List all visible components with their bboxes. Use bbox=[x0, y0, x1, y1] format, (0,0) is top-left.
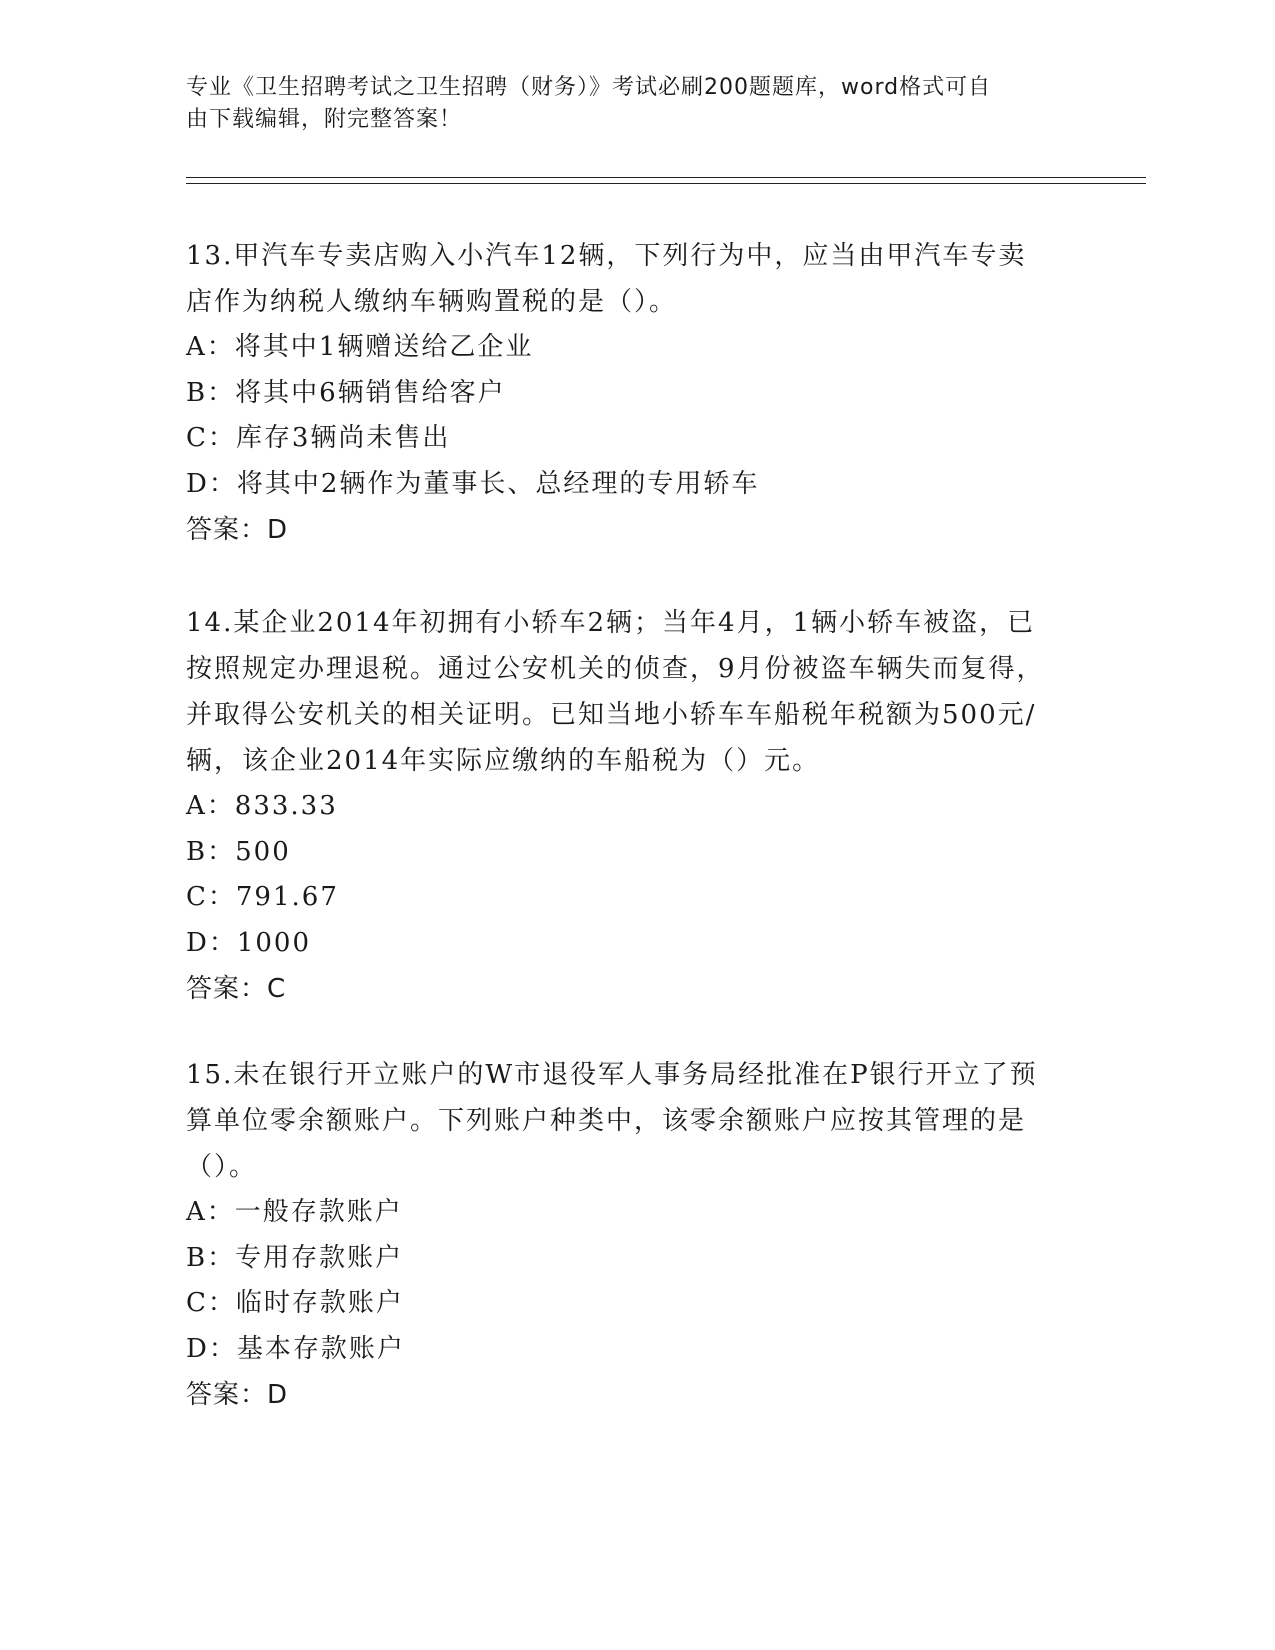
option-d: D：1000 bbox=[186, 927, 312, 958]
header-divider-top bbox=[186, 177, 1146, 178]
answer-line: 答案：C bbox=[186, 974, 287, 1004]
option-d: D：将其中2辆作为董事长、总经理的专用轿车 bbox=[186, 468, 760, 499]
header-line-1: 专业《卫生招聘考试之卫生招聘（财务）》考试必刷200题题库，word格式可自 bbox=[186, 75, 992, 100]
option-d: D：基本存款账户 bbox=[186, 1333, 405, 1364]
question-15 bbox=[186, 1052, 1086, 1418]
stem-line: 辆，该企业2014年实际应缴纳的车船税为（）元。 bbox=[186, 746, 821, 776]
option-b: B：500 bbox=[186, 836, 291, 867]
option-b: B：专用存款账户 bbox=[186, 1242, 404, 1273]
stem-line: 13.甲汽车专卖店购入小汽车12辆，下列行为中，应当由甲汽车专卖 bbox=[186, 241, 1027, 271]
question-stem bbox=[186, 600, 1086, 784]
question-stem bbox=[186, 233, 1086, 325]
stem-line: 并取得公安机关的相关证明。已知当地小轿车车船税年税额为500元/ bbox=[186, 700, 1037, 730]
header-divider-bottom bbox=[186, 183, 1146, 184]
question-13 bbox=[186, 233, 1086, 553]
answer-line: 答案：D bbox=[186, 515, 289, 545]
option-a: A：一般存款账户 bbox=[186, 1197, 403, 1227]
document-header bbox=[186, 72, 1066, 136]
question-14 bbox=[186, 600, 1086, 1012]
answer-line: 答案：D bbox=[186, 1380, 289, 1410]
stem-line: 14.某企业2014年初拥有小轿车2辆；当年4月，1辆小轿车被盗，已 bbox=[186, 608, 1036, 638]
option-a: A：将其中1辆赠送给乙企业 bbox=[186, 332, 534, 362]
option-a: A：833.33 bbox=[186, 791, 338, 821]
header-line-2: 由下载编辑，附完整答案！ bbox=[186, 107, 463, 132]
option-c: C：库存3辆尚未售出 bbox=[186, 423, 451, 453]
stem-line: 15.未在银行开立账户的W市退役军人事务局经批准在P银行开立了预 bbox=[186, 1060, 1038, 1090]
option-c: C：临时存款账户 bbox=[186, 1288, 404, 1318]
stem-line: 算单位零余额账户。下列账户种类中，该零余额账户应按其管理的是 bbox=[186, 1106, 1027, 1136]
stem-line: 店作为纳税人缴纳车辆购置税的是（）。 bbox=[186, 287, 678, 317]
question-stem bbox=[186, 1052, 1086, 1190]
stem-line: （）。 bbox=[186, 1152, 258, 1182]
stem-line: 按照规定办理退税。通过公安机关的侦查，9月份被盗车辆失而复得， bbox=[186, 654, 1045, 684]
option-c: C：791.67 bbox=[186, 882, 339, 912]
option-b: B：将其中6辆销售给客户 bbox=[186, 377, 506, 408]
